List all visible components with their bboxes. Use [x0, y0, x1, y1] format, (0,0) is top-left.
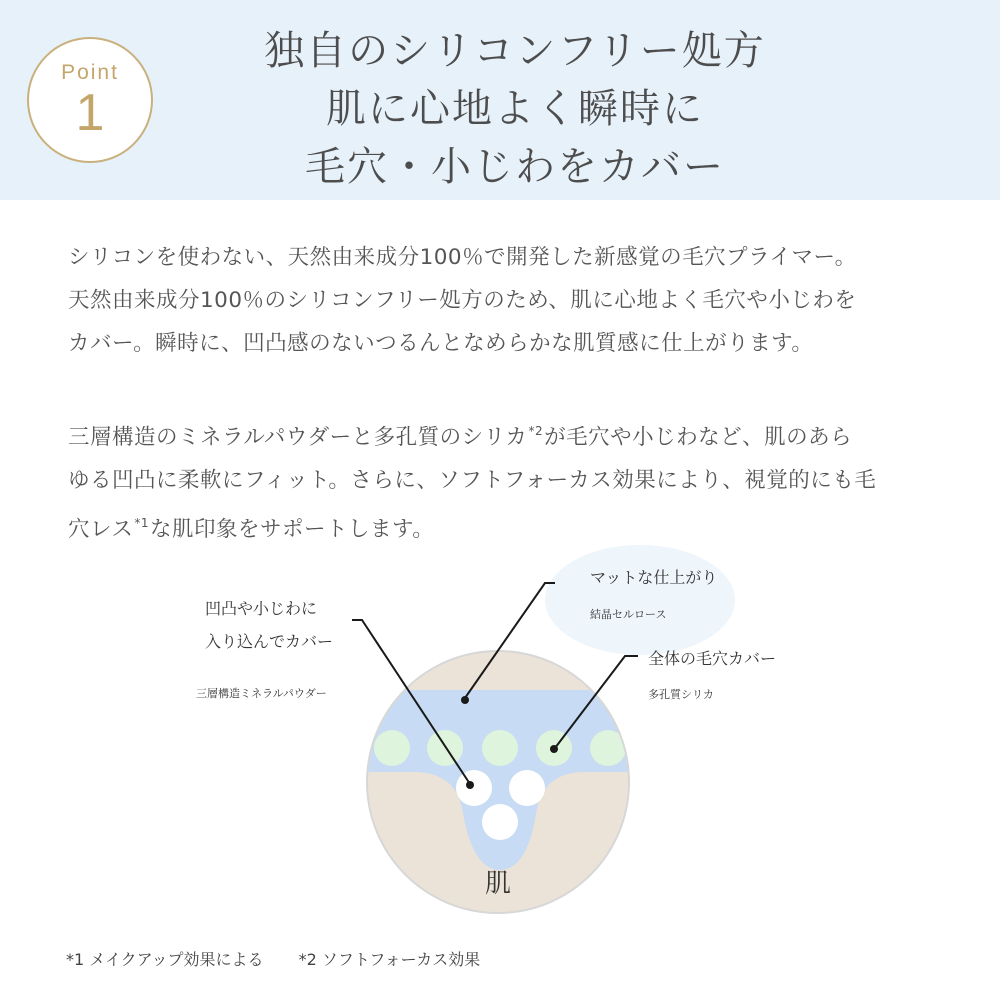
label-top-right: マットな仕上がり [590, 568, 718, 587]
paragraph-2-line-2: ゆる凹凸に柔軟にフィット。さらに、ソフトフォーカス効果により、視覚的にも毛 [68, 468, 877, 493]
paragraph-1-line-3: カバー。瞬時に、凹凸感のないつるんとなめらかな肌質感に仕上がります。 [68, 331, 814, 356]
footnote-1: *1 メイクアップ効果による [66, 950, 264, 969]
footnote-2: *2 ソフトフォーカス効果 [298, 950, 481, 969]
powder-particle [427, 730, 463, 766]
label-left-line-1: 凹凸や小じわに [205, 599, 318, 618]
powder-particle [482, 730, 518, 766]
footnote-ref-2: *2 [528, 424, 544, 438]
label-right: 全体の毛穴カバー [648, 649, 777, 668]
header-band [0, 0, 1000, 200]
point-number: 1 [75, 84, 105, 142]
skin-label: 肌 [484, 869, 512, 899]
skin-diagram-svg [0, 540, 1000, 940]
paragraph-1-line-1: シリコンを使わない、天然由来成分100％で開発した新感覚の毛穴プライマー。 [68, 245, 857, 270]
leader-dot-top [461, 696, 469, 704]
paragraph-2-line-3-text-b: な肌印象をサポートします。 [150, 517, 435, 542]
label-left-sub: 三層構造ミネラルパウダー [196, 687, 327, 700]
powder-particle-white [456, 770, 492, 806]
point-badge [27, 37, 153, 163]
leader-dot-left [466, 781, 474, 789]
footnotes [66, 947, 510, 970]
powder-particle-white [509, 770, 545, 806]
label-top-right-sub: 結晶セルロース [590, 608, 667, 621]
paragraph-2-line-1-text-a: 三層構造のミネラルパウダーと多孔質のシリカ [68, 425, 528, 450]
paragraph-2-line-1-text-b: が毛穴や小じわなど、肌のあら [544, 425, 853, 450]
paragraph-1-line-2: 天然由来成分100％のシリコンフリー処方のため、肌に心地よく毛穴や小じわを [68, 288, 857, 313]
headline-line-3: 毛穴・小じわをカバー [305, 144, 725, 190]
point-label: Point [61, 61, 119, 84]
background-blob [545, 545, 735, 655]
headline-line-2: 肌に心地よく瞬時に [326, 86, 704, 132]
paragraph-1 [68, 236, 938, 365]
label-right-sub: 多孔質シリカ [648, 688, 714, 701]
paragraph-2-line-1 [68, 410, 938, 459]
leader-dot-right [550, 745, 558, 753]
label-left-line-2: 入り込んでカバー [205, 632, 334, 651]
powder-particle [374, 730, 410, 766]
paragraph-2-line-3-text-a: 穴レス [68, 517, 134, 542]
headline [170, 22, 860, 196]
paragraph-2 [68, 410, 938, 551]
footnote-ref-1: *1 [134, 516, 149, 530]
headline-line-1: 独自のシリコンフリー処方 [264, 28, 766, 74]
skin-diagram [0, 540, 1000, 940]
powder-particle-white [482, 804, 518, 840]
